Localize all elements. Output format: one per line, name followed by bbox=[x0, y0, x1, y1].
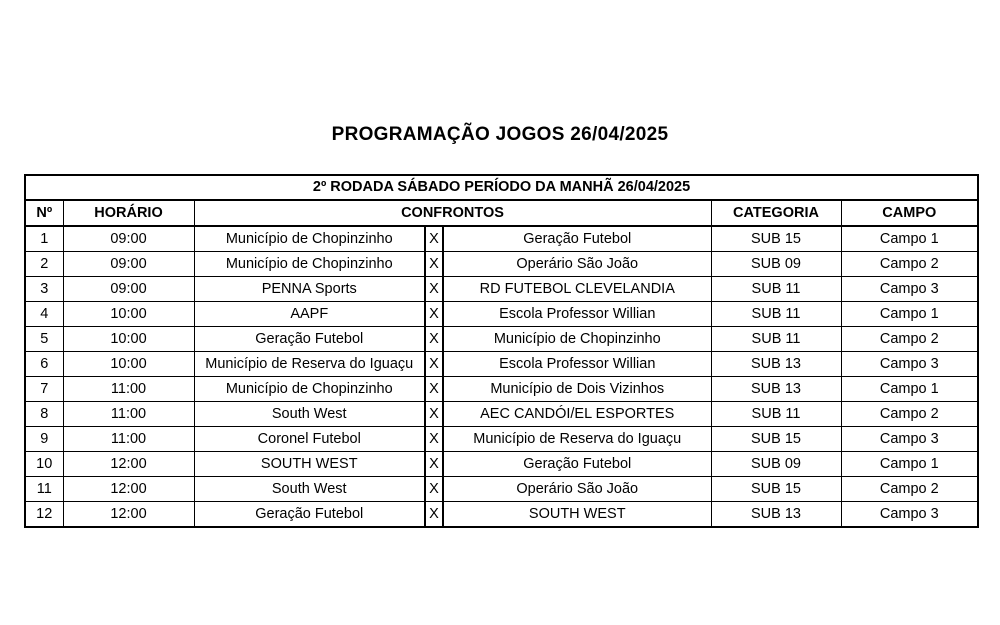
match-category: SUB 13 bbox=[711, 352, 841, 377]
versus-mark: X bbox=[425, 352, 443, 377]
header-matchups: CONFRONTOS bbox=[194, 200, 711, 226]
round-header-row bbox=[25, 175, 978, 200]
table-row bbox=[25, 402, 978, 427]
match-category: SUB 11 bbox=[711, 327, 841, 352]
match-time: 11:00 bbox=[63, 377, 194, 402]
table-row bbox=[25, 502, 978, 528]
match-field: Campo 2 bbox=[841, 327, 978, 352]
away-team: Município de Dois Vizinhos bbox=[443, 377, 711, 402]
away-team: Operário São João bbox=[443, 477, 711, 502]
home-team: AAPF bbox=[194, 302, 425, 327]
table-row bbox=[25, 452, 978, 477]
match-number: 9 bbox=[25, 427, 63, 452]
versus-mark: X bbox=[425, 327, 443, 352]
away-team: Município de Chopinzinho bbox=[443, 327, 711, 352]
match-time: 11:00 bbox=[63, 427, 194, 452]
match-field: Campo 2 bbox=[841, 477, 978, 502]
home-team: Município de Reserva do Iguaçu bbox=[194, 352, 425, 377]
match-time: 10:00 bbox=[63, 352, 194, 377]
versus-mark: X bbox=[425, 252, 443, 277]
match-number: 3 bbox=[25, 277, 63, 302]
versus-mark: X bbox=[425, 277, 443, 302]
match-number: 5 bbox=[25, 327, 63, 352]
home-team: Geração Futebol bbox=[194, 327, 425, 352]
versus-mark: X bbox=[425, 402, 443, 427]
match-field: Campo 3 bbox=[841, 427, 978, 452]
versus-mark: X bbox=[425, 477, 443, 502]
table-row bbox=[25, 377, 978, 402]
header-category: CATEGORIA bbox=[711, 200, 841, 226]
table-row bbox=[25, 226, 978, 252]
match-time: 09:00 bbox=[63, 252, 194, 277]
away-team: Operário São João bbox=[443, 252, 711, 277]
match-number: 1 bbox=[25, 226, 63, 252]
match-time: 10:00 bbox=[63, 302, 194, 327]
versus-mark: X bbox=[425, 427, 443, 452]
match-field: Campo 3 bbox=[841, 277, 978, 302]
versus-mark: X bbox=[425, 226, 443, 252]
match-time: 12:00 bbox=[63, 502, 194, 528]
home-team: SOUTH WEST bbox=[194, 452, 425, 477]
away-team: Município de Reserva do Iguaçu bbox=[443, 427, 711, 452]
home-team: South West bbox=[194, 477, 425, 502]
home-team: Município de Chopinzinho bbox=[194, 377, 425, 402]
away-team: RD FUTEBOL CLEVELANDIA bbox=[443, 277, 711, 302]
match-category: SUB 15 bbox=[711, 226, 841, 252]
home-team: Coronel Futebol bbox=[194, 427, 425, 452]
match-time: 09:00 bbox=[63, 277, 194, 302]
match-category: SUB 15 bbox=[711, 427, 841, 452]
versus-mark: X bbox=[425, 452, 443, 477]
match-time: 09:00 bbox=[63, 226, 194, 252]
page-title: PROGRAMAÇÃO JOGOS 26/04/2025 bbox=[331, 124, 669, 145]
match-number: 2 bbox=[25, 252, 63, 277]
table-row bbox=[25, 477, 978, 502]
match-number: 11 bbox=[25, 477, 63, 502]
table-row bbox=[25, 252, 978, 277]
match-category: SUB 09 bbox=[711, 452, 841, 477]
table-row bbox=[25, 427, 978, 452]
away-team: AEC CANDÓI/EL ESPORTES bbox=[443, 402, 711, 427]
home-team: Município de Chopinzinho bbox=[194, 226, 425, 252]
home-team: South West bbox=[194, 402, 425, 427]
match-field: Campo 1 bbox=[841, 226, 978, 252]
match-time: 11:00 bbox=[63, 402, 194, 427]
home-team: Geração Futebol bbox=[194, 502, 425, 528]
match-number: 4 bbox=[25, 302, 63, 327]
match-category: SUB 09 bbox=[711, 252, 841, 277]
match-category: SUB 11 bbox=[711, 402, 841, 427]
versus-mark: X bbox=[425, 377, 443, 402]
home-team: Município de Chopinzinho bbox=[194, 252, 425, 277]
header-field: CAMPO bbox=[841, 200, 978, 226]
match-field: Campo 3 bbox=[841, 352, 978, 377]
match-number: 7 bbox=[25, 377, 63, 402]
match-number: 12 bbox=[25, 502, 63, 528]
match-time: 12:00 bbox=[63, 477, 194, 502]
header-num: Nº bbox=[25, 200, 63, 226]
column-header-row bbox=[25, 200, 978, 226]
table-row bbox=[25, 352, 978, 377]
away-team: Escola Professor Willian bbox=[443, 352, 711, 377]
table-row bbox=[25, 277, 978, 302]
match-field: Campo 2 bbox=[841, 402, 978, 427]
match-category: SUB 13 bbox=[711, 377, 841, 402]
away-team: SOUTH WEST bbox=[443, 502, 711, 528]
versus-mark: X bbox=[425, 502, 443, 528]
match-field: Campo 1 bbox=[841, 302, 978, 327]
home-team: PENNA Sports bbox=[194, 277, 425, 302]
match-field: Campo 2 bbox=[841, 252, 978, 277]
match-category: SUB 13 bbox=[711, 502, 841, 528]
away-team: Escola Professor Willian bbox=[443, 302, 711, 327]
match-category: SUB 11 bbox=[711, 277, 841, 302]
match-field: Campo 3 bbox=[841, 502, 978, 528]
away-team: Geração Futebol bbox=[443, 452, 711, 477]
versus-mark: X bbox=[425, 302, 443, 327]
match-field: Campo 1 bbox=[841, 452, 978, 477]
round-label: 2º RODADA SÁBADO PERÍODO DA MANHÃ 26/04/2025 bbox=[25, 175, 978, 200]
table-row bbox=[25, 327, 978, 352]
match-category: SUB 11 bbox=[711, 302, 841, 327]
match-time: 12:00 bbox=[63, 452, 194, 477]
match-field: Campo 1 bbox=[841, 377, 978, 402]
table-row bbox=[25, 302, 978, 327]
match-number: 10 bbox=[25, 452, 63, 477]
match-schedule-table bbox=[24, 174, 979, 528]
header-time: HORÁRIO bbox=[63, 200, 194, 226]
match-category: SUB 15 bbox=[711, 477, 841, 502]
away-team: Geração Futebol bbox=[443, 226, 711, 252]
match-number: 6 bbox=[25, 352, 63, 377]
match-time: 10:00 bbox=[63, 327, 194, 352]
match-number: 8 bbox=[25, 402, 63, 427]
